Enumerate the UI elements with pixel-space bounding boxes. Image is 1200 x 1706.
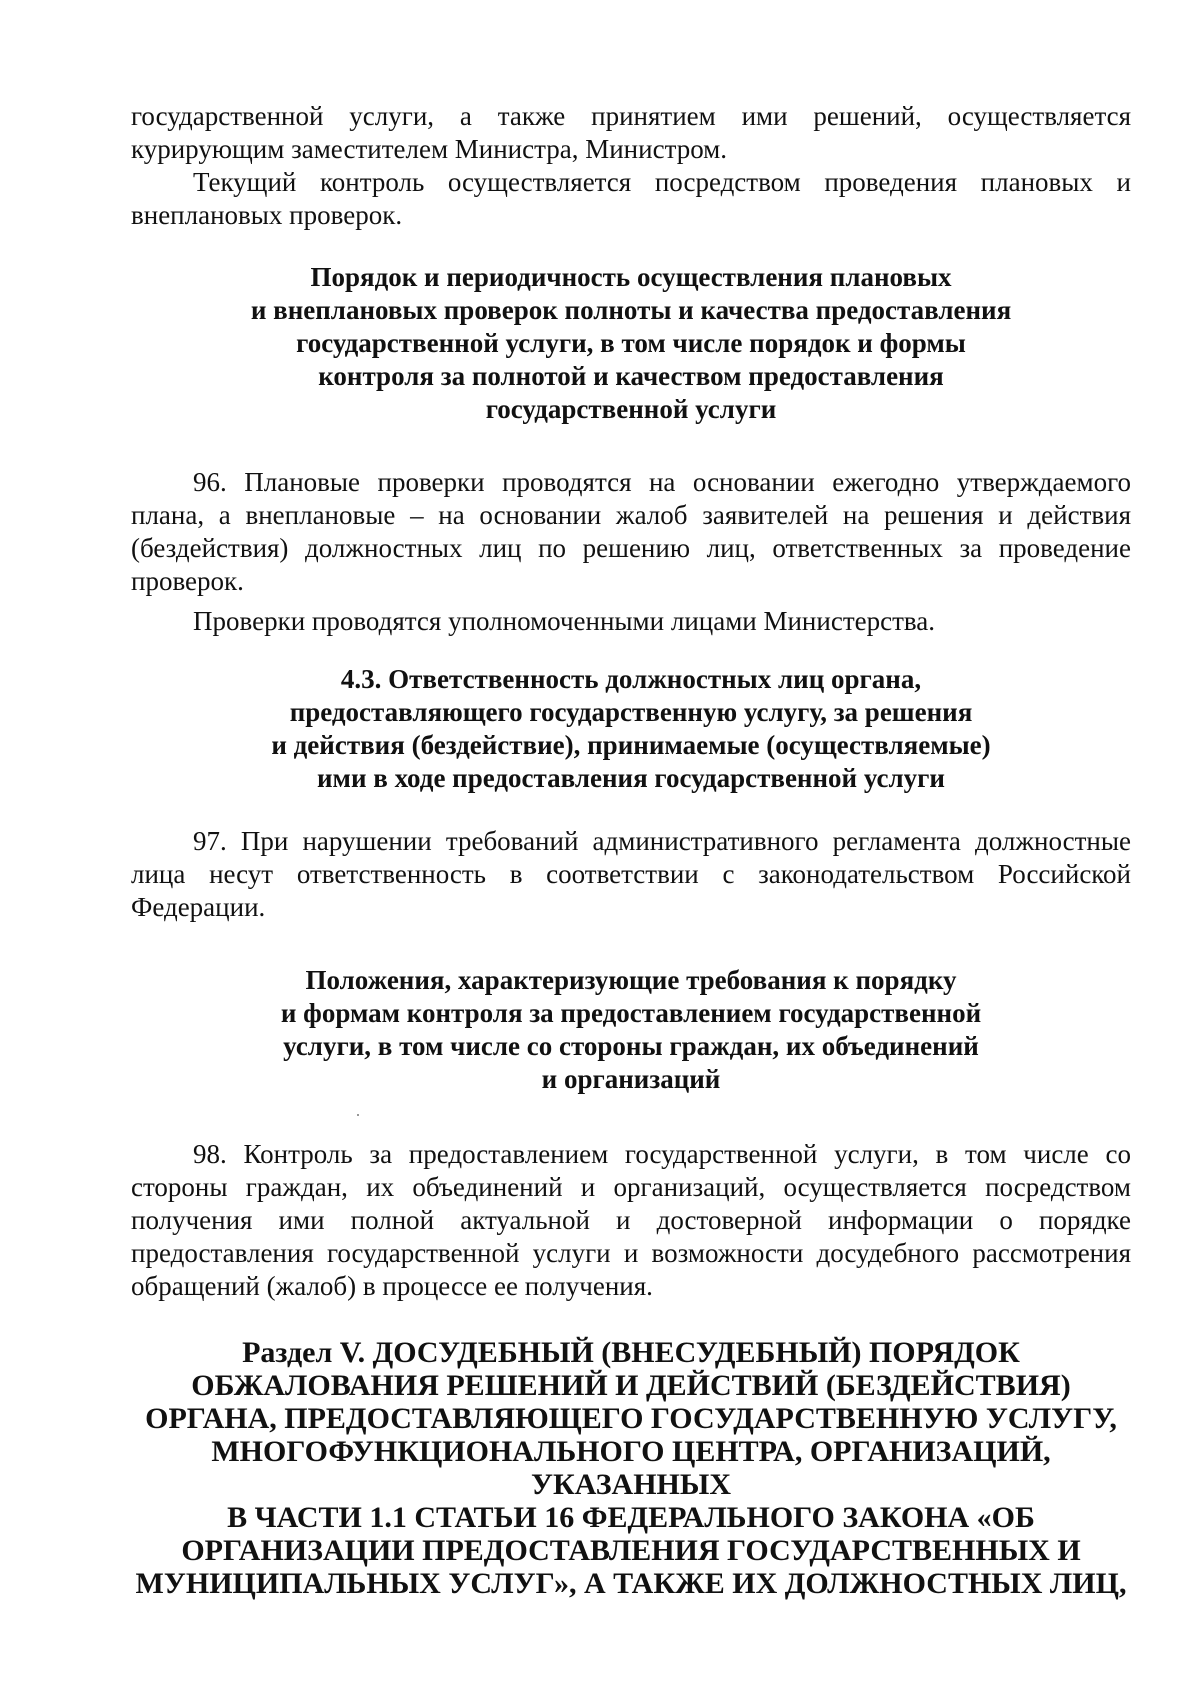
scan-speck	[357, 1114, 359, 1116]
heading-line: и формам контроля за предоставлением государственной	[280, 998, 982, 1028]
heading-line: контроля за полнотой и качеством предоставления	[318, 361, 944, 391]
heading-line: ими в ходе предоставления государственной услуги	[317, 763, 945, 793]
paragraph-control-responsibility: государственной услуги, а также принятием ими решений, осуществляется курирующим заместителем Министра, Министром.	[131, 101, 1131, 164]
paragraph-96-inspectors: Проверки проводятся уполномоченными лицами Министерства.	[193, 606, 936, 636]
paragraph-98: 98. Контроль за предоставлением государственной услуги, в том числе со стороны граждан, их объединений и организаций, осуществляется посредством получения ими полной актуальной и достоверной информации о порядке предоставления государственной услуги и возможности досудебного рассмотрения обращений (жалоб) в процессе ее получения.	[131, 1139, 1131, 1301]
heading-inspection-procedure	[131, 261, 1131, 426]
heading-line: и действия (бездействие), принимаемые (осуществляемые)	[271, 730, 991, 760]
heading-line: МНОГОФУНКЦИОНАЛЬНОГО ЦЕНТРА, ОРГАНИЗАЦИЙ,	[211, 1435, 1051, 1468]
heading-line: предоставляющего государственную услугу, за решения	[289, 697, 973, 727]
heading-line: и внеплановых проверок полноты и качества предоставления	[250, 295, 1012, 325]
paragraph-96: 96. Плановые проверки проводятся на основании ежегодно утверждаемого плана, а внеплановые – на основании жалоб заявителей на решения и действия (бездействия) должностных лиц по решению лиц, ответственных за проведение проверок.	[131, 467, 1131, 596]
paragraph-97: 97. При нарушении требований административного регламента должностные лица несут ответственность в соответствии с законодательством Российской Федерации.	[131, 826, 1131, 922]
heading-control-requirements	[131, 964, 1131, 1096]
heading-line: УКАЗАННЫХ	[531, 1468, 731, 1501]
document-content	[131, 100, 1131, 1600]
heading-line: услуги, в том числе со стороны граждан, их объединений	[283, 1031, 979, 1061]
heading-section-5	[131, 1336, 1131, 1600]
heading-line: государственной услуги	[485, 394, 777, 424]
heading-line: В ЧАСТИ 1.1 СТАТЬИ 16 ФЕДЕРАЛЬНОГО ЗАКОНА «ОБ	[227, 1501, 1035, 1534]
heading-line: Положения, характеризующие требования к порядку	[305, 965, 957, 995]
heading-line: Порядок и периодичность осуществления плановых	[310, 262, 952, 292]
heading-line: МУНИЦИПАЛЬНЫХ УСЛУГ», А ТАКЖЕ ИХ ДОЛЖНОСТНЫХ ЛИЦ,	[135, 1567, 1127, 1600]
heading-line: Раздел V. ДОСУДЕБНЫЙ (ВНЕСУДЕБНЫЙ) ПОРЯДОК	[242, 1336, 1020, 1369]
heading-4-3-responsibility	[131, 663, 1131, 795]
heading-line: и организаций	[541, 1064, 721, 1094]
heading-line: ОРГАНИЗАЦИИ ПРЕДОСТАВЛЕНИЯ ГОСУДАРСТВЕННЫХ И	[181, 1534, 1081, 1567]
heading-line: ОБЖАЛОВАНИЯ РЕШЕНИЙ И ДЕЙСТВИЙ (БЕЗДЕЙСТВИЯ)	[191, 1369, 1071, 1402]
heading-line: 4.3. Ответственность должностных лиц органа,	[340, 664, 922, 694]
paragraph-current-control: Текущий контроль осуществляется посредством проведения плановых и внеплановых проверок.	[131, 167, 1131, 230]
heading-line: ОРГАНА, ПРЕДОСТАВЛЯЮЩЕГО ГОСУДАРСТВЕННУЮ УСЛУГУ,	[145, 1402, 1117, 1435]
heading-line: государственной услуги, в том числе порядок и формы	[296, 328, 966, 358]
